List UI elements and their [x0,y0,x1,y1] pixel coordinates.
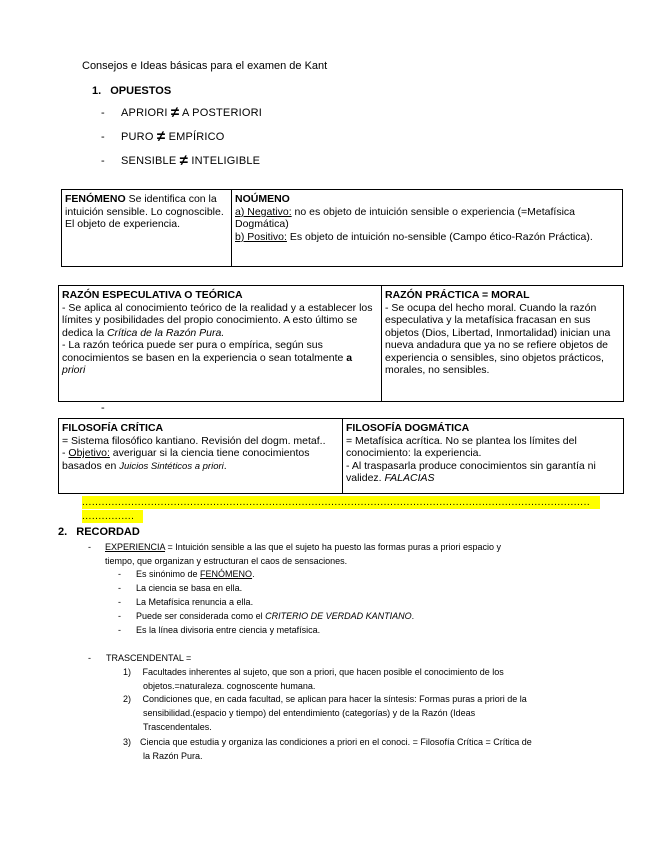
especulativa-title: RAZÓN ESPECULATIVA O TEÓRICA [62,289,243,301]
section-1-label: OPUESTOS [110,85,172,97]
not-equal-icon: ≠ [170,104,180,121]
opposite-left: PURO [121,131,154,143]
critica-razon-pura: Crítica de la Razón Pura. [106,326,225,339]
falacias: FALACIAS [384,472,435,484]
numbered-item-continuation: la Razón Pura. [143,751,203,761]
a-bold: a [346,351,353,364]
fenomeno-title: FENÓMENO [65,193,126,205]
positivo-label: b) Positivo: [235,230,287,243]
dogmatica-text: = Metafísica acrítica. No se plantea los límites del conocimiento: la experiencia. [346,434,577,459]
filosofia-table [58,418,624,494]
negativo-text: no es objeto de intuición sensible o experiencia (=Metafísica Dogmática) [235,205,576,230]
experiencia-block: - EXPERIENCIA = Intuición sensible a las que el sujeto ha puesto las formas puras a priori espacio y tiempo, que organizan y estructuran el caos de sensaciones. [88,541,618,568]
opposite-right: A POSTERIORI [182,107,263,119]
section-2-heading [58,526,140,538]
separator-dash: - [101,402,105,414]
numbered-item-continuation: objetos.=naturaleza. cognoscente humana. [143,681,316,691]
numbered-item-continuation: Trascendentales. [143,722,212,732]
fenomeno-noumeno-table [61,189,623,267]
opposite-left: APRIORI [121,107,168,119]
section-2-number: 2. [58,526,68,538]
razon-table [58,285,624,402]
opposite-item: - APRIORI ≠ A POSTERIORI [101,104,263,121]
list-item: - Es sinónimo de FENÓMENO. [118,569,255,579]
opposite-item: - SENSIBLE ≠ INTELIGIBLE [101,152,261,169]
negativo-label: a) Negativo: [235,205,292,218]
fenomeno-cell [62,190,232,267]
critica-text-2: averiguar si la ciencia tiene conocimientos basados en [62,447,310,472]
opposite-right: INTELIGIBLE [191,155,261,167]
section-1-number: 1. [92,85,102,97]
filosofia-dogmatica-cell [343,419,624,494]
not-equal-icon: ≠ [156,128,166,145]
filosofia-critica-cell: FILOSOFÍA CRÍTICA = Sistema filosófico kantiano. Revisión del dogm. metaf.. - Objetivo: averiguar si la ciencia tiene conocimientos basados en Juicios Sintéticos a priori. [59,419,343,494]
especulativa-text: - Se aplica al conocimiento teórico de la realidad y a establecer los límites y posibilidades del propio conocimiento. A esto último se dedica la [62,301,373,339]
criterio-verdad: CRITERIO DE VERDAD KANTIANO [265,611,412,621]
practica-title: RAZÓN PRÁCTICA = MORAL [385,289,530,301]
numbered-item: 1) Facultades inherentes al sujeto, que son a priori, que hacen posible el conocimiento de los [123,667,504,677]
experiencia-label: EXPERIENCIA [105,542,166,552]
razon-practica-cell [382,286,624,402]
numbered-item: 3) Ciencia que estudia y organiza las condiciones a priori en el conoci. = Filosofía Crítica = Crítica de [123,737,532,747]
practica-text: - Se ocupa del hecho moral. Cuando la razón especulativa y la metafísica fracasan en sus objetos (Dios, Libertad, Inmortalidad) inician una nueva andadura que ya no se refiere objetos de experiencia o sensibles, sino objetos prácticos, morales, no sensibles. [385,301,611,376]
numbered-item: 2) Condiciones que, en cada facultad, se aplican para hacer la síntesis: Formas puras a priori de la [123,694,527,704]
list-item: - Es la línea divisoria entre ciencia y metafísica. [118,625,321,635]
razon-especulativa-cell [59,286,382,402]
list-item: - Puede ser considerada como el CRITERIO DE VERDAD KANTIANO. [118,611,415,621]
section-1-heading [92,85,171,97]
highlight-line-short: ................ [82,510,143,523]
section-2-label: RECORDAD [76,526,140,538]
noumeno-title: NOÚMENO [235,193,290,205]
list-item: - La ciencia se basa en ella. [118,583,243,593]
fenomeno-text: Se identifica con la intuición sensible. Lo cognoscible. El objeto de experiencia. [65,193,224,230]
experiencia-text-2: tiempo, que organizan y estructuran el caos de sensaciones. [105,555,348,566]
experiencia-text: = Intuición sensible a las que el sujeto ha puesto las formas puras a priori espacio y [165,542,501,552]
critica-title: FILOSOFÍA CRÍTICA [62,422,164,434]
dogmatica-title: FILOSOFÍA DOGMÁTICA [346,422,470,434]
opposite-left: SENSIBLE [121,155,177,167]
dogmatica-text-2: - Al traspasarla produce conocimientos sin garantía ni validez. [346,459,596,484]
noumeno-cell [232,190,623,267]
especulativa-text-2: - La razón teórica puede ser pura o empírica, según sus conocimientos se basen en la experiencia o sean totalmente [62,339,347,364]
positivo-text: Es objeto de intuición no-sensible (Campo ético-Razón Práctica). [286,230,593,243]
critica-text: = Sistema filosófico kantiano. Revisión del dogm. metaf.. [62,434,326,447]
not-equal-icon: ≠ [179,152,189,169]
priori-italic: priori [62,364,86,376]
trascendental-heading: - TRASCENDENTAL = [88,653,192,663]
document-title: Consejos e Ideas básicas para el examen de Kant [82,60,328,72]
list-item: - La Metafísica renuncia a ella. [118,597,254,607]
numbered-item-continuation: sensibilidad.(espacio y tiempo) del entendimiento (categorías) y de la Razón (Ideas [143,708,476,718]
fenomeno-link: FENÓMENO [200,569,253,579]
opposite-item: - PURO ≠ EMPÍRICO [101,128,225,145]
objetivo-label: Objetivo: [68,447,110,459]
opposite-right: EMPÍRICO [168,131,225,143]
juicios-sinteticos: Juicios Sintéticos a priori [119,460,224,472]
highlight-line: ........................................................................................................................................................... [82,496,600,509]
